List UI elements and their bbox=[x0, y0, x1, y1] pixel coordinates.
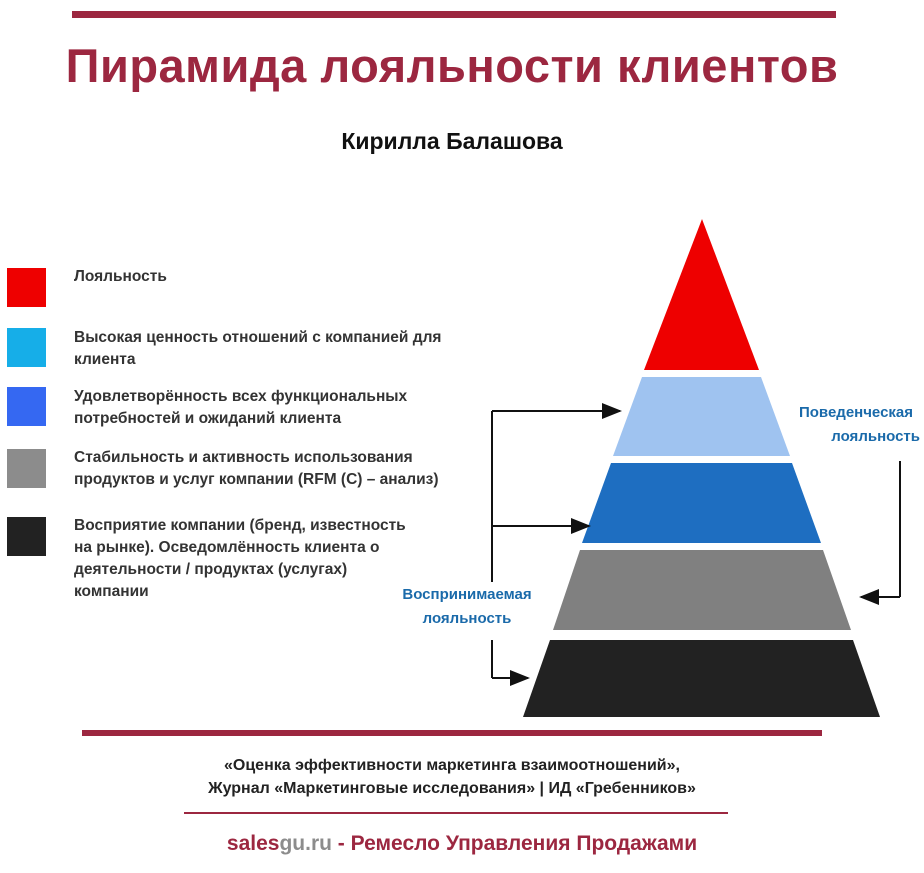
footer-tagline: - Ремесло Управления Продажами bbox=[331, 832, 698, 855]
behavioral-loyalty-label-line1: Поведенческая bbox=[798, 404, 914, 421]
footer-site-part2: gu.ru bbox=[279, 832, 332, 855]
perceived-loyalty-label-line2: лояльность bbox=[422, 610, 512, 627]
legend-text-relationship-value: Высокая ценность отношений с компанией для клиента bbox=[74, 329, 442, 368]
footer-site-part1: sales bbox=[226, 832, 280, 855]
perceived-loyalty-arrows bbox=[492, 411, 620, 678]
source-reference-line1: «Оценка эффективности маркетинга взаимоотношений», bbox=[224, 757, 680, 774]
source-reference bbox=[0, 754, 904, 800]
pyramid-level-stability bbox=[553, 550, 851, 630]
legend-text-satisfaction: Удовлетворённость всех функциональных потребностей и ожиданий клиента bbox=[74, 388, 408, 427]
source-reference-line2: Журнал «Маркетинговые исследования» | ИД «Гребенников» bbox=[208, 780, 696, 797]
page-title: Пирамида лояльности клиентов bbox=[65, 39, 839, 92]
pyramid-level-satisfaction bbox=[582, 463, 821, 543]
perceived-loyalty-label-line1: Воспринимаемая bbox=[402, 586, 532, 603]
perceived-loyalty-label bbox=[390, 583, 544, 631]
page-subtitle: Кирилла Балашова bbox=[341, 128, 563, 154]
behavioral-loyalty-label-line2: лояльность bbox=[831, 428, 920, 445]
behavioral-loyalty-label bbox=[788, 401, 924, 449]
bottom-divider bbox=[82, 730, 822, 736]
footer-divider bbox=[184, 812, 728, 814]
pyramid-level-perception bbox=[523, 640, 880, 717]
behavioral-loyalty-arrow bbox=[861, 461, 900, 597]
pyramid-level-relationship-value bbox=[613, 377, 790, 456]
pyramid-level-loyalty bbox=[644, 219, 759, 370]
footer-brand bbox=[0, 832, 924, 856]
legend-text-stability: Стабильность и активность использования продуктов и услуг компании (RFM (C) – анализ) bbox=[74, 449, 439, 488]
legend-text-perception: Восприятие компании (бренд, известность на рынке). Осведомлённость клиента о деятельности / продуктах (услугах) компании bbox=[74, 517, 406, 600]
legend-text-loyalty: Лояльность bbox=[74, 268, 167, 285]
